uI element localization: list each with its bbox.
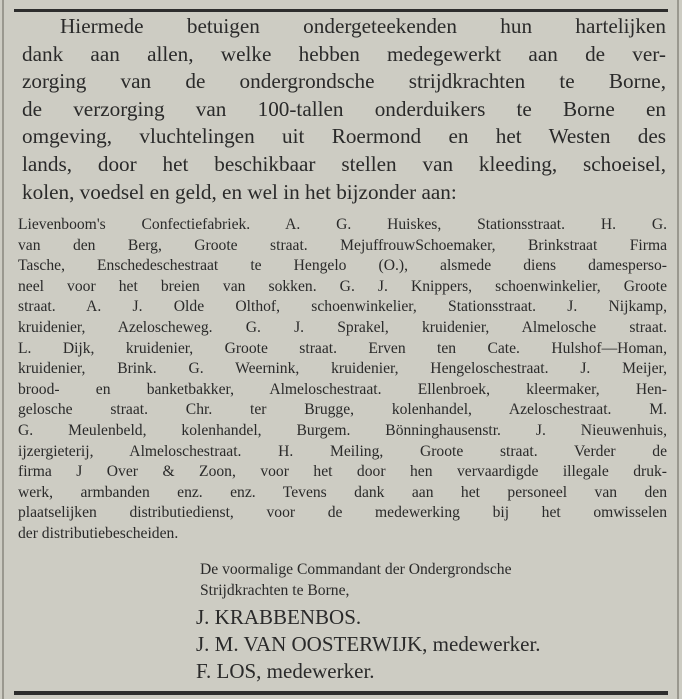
page-edge-right: [677, 0, 679, 699]
thanks-list-paragraph: [18, 215, 667, 545]
intro-line: lands, door het beschikbaar stellen van kleeding, schoeisel,: [22, 151, 666, 176]
list-line: Lievenboom's Confectiefabriek. A. G. Huiskes, Stationsstraat. H. G.: [18, 216, 667, 233]
list-line: gelosche straat. Chr. ter Brugge, kolenhandel, Azeloschestraat. M.: [18, 401, 667, 419]
intro-paragraph: [22, 13, 666, 206]
list-line: neel voor het breien van sokken. G. J. Knippers, schoenwinkelier, Groote: [18, 277, 667, 295]
intro-line: kolen, voedsel en geld, en wel in het bijzonder aan:: [22, 179, 457, 204]
signer-name: J. M. VAN OOSTERWIJK, medewerker.: [196, 632, 541, 656]
signature-heading: [200, 560, 512, 601]
list-line: werk, armbanden enz. enz. Tevens dank aan het personeel van den: [18, 483, 667, 501]
list-line: kruidenier, Azeloscheweg. G. J. Sprakel, kruidenier, Almelosche straat.: [18, 318, 667, 336]
list-line: G. Meulenbeld, kolenhandel, Burgem. Bönninghausenstr. J. Nieuwenhuis,: [18, 421, 667, 439]
list-line: L. Dijk, kruidenier, Groote straat. Erven ten Cate. Hulshof—Homan,: [18, 339, 667, 357]
signer-list: [196, 604, 541, 685]
page-edge-left: [2, 0, 4, 699]
list-line: firma J Over & Zoon, voor het door hen vervaardigde illegale druk-: [18, 463, 667, 481]
intro-line: dank aan allen, welke hebben medegewerkt aan de ver-: [22, 41, 666, 66]
list-line: kruidenier, Brink. G. Weernink, kruidenier, Hengeloschestraat. J. Meijer,: [18, 360, 667, 378]
list-line: straat. A. J. Olde Olthof, schoenwinkelier, Stationsstraat. J. Nijkamp,: [18, 298, 667, 316]
list-line: ijzergieterij, Almeloschestraat. H. Meiling, Groote straat. Verder de: [18, 442, 667, 460]
list-line: der distributiebescheiden.: [18, 524, 179, 542]
signer-name: F. LOS, medewerker.: [196, 659, 375, 683]
intro-line: zorging van de ondergrondsche strijdkrachten te Borne,: [22, 69, 666, 94]
signature-heading-line: Strijdkrachten te Borne,: [200, 581, 350, 599]
list-line: Tasche, Enschedeschestraat te Hengelo (O.), alsmede diens damesperso-: [18, 257, 667, 275]
signer-name: J. KRABBENBOS.: [196, 605, 362, 629]
intro-line: de verzorging van 100-tallen onderduikers te Borne en: [22, 96, 666, 121]
signature-heading-line: De voormalige Commandant der Ondergrondsche: [200, 561, 512, 578]
bottom-rule: [14, 691, 668, 695]
intro-line: omgeving, vluchtelingen uit Roermond en het Westen des: [22, 124, 666, 149]
intro-line: Hiermede betuigen ondergeteekenden hun hartelijken: [60, 14, 666, 38]
top-rule: [14, 9, 668, 12]
list-line: plaatselijken distributiedienst, voor de medewerking bij het omwisselen: [18, 504, 667, 522]
list-line: brood- en banketbakker, Almeloschestraat. Ellenbroek, kleermaker, Hen-: [18, 380, 667, 398]
list-line: van den Berg, Groote straat. MejuffrouwSchoemaker, Brinkstraat Firma: [18, 236, 667, 254]
